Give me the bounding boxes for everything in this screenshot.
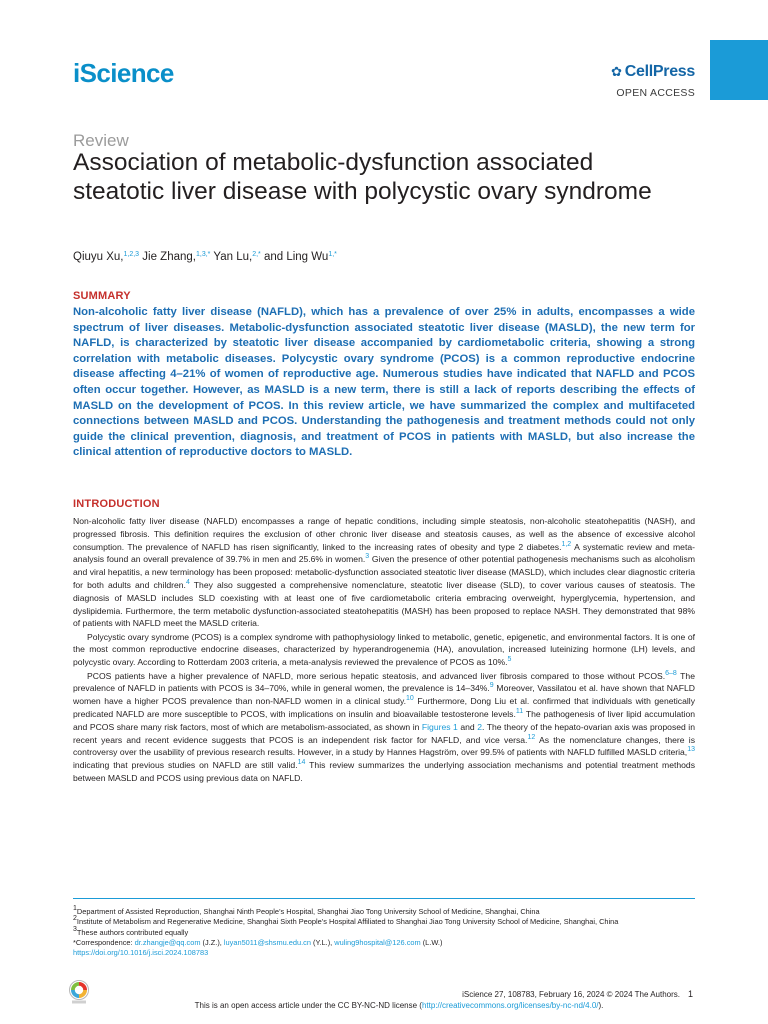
paragraph-text: They also suggested a comprehensive nomenclature, steatotic liver disease (SLD), to cover various causes of steatosis. The diagnosis of MASLD includes SLD coexisting with at least one of five cardiometabolic criteria embracing overweight, hyperglycemia, hypertension, and dyslipidemia. Furthermore, the term metabolic dysfunction-associated steatohepatitis (MASH) has been proposed to replace NASH. They demonstrated that 98% of patients with NAFLD meet the MASLD criteria. <box>73 579 695 629</box>
figure-link[interactable]: 2 <box>477 721 482 732</box>
email-initials: (Y.L.), <box>310 937 335 947</box>
journal-logo: iScience <box>73 58 174 88</box>
footnote-divider <box>73 898 695 899</box>
license-note <box>100 1001 698 1010</box>
article-type: Review <box>73 131 129 150</box>
affiliation-note <box>73 907 703 917</box>
citation-ref[interactable]: 11 <box>515 707 524 715</box>
author-list <box>73 251 693 263</box>
paragraph-text: PCOS patients have a higher prevalence of NAFLD, more serious hepatic steatosis, and advanced liver fibrosis compared to those without PCOS. <box>87 670 666 681</box>
paragraph-text: and <box>457 721 478 732</box>
citation-ref[interactable]: 10 <box>406 695 414 703</box>
author-affiliation-ref[interactable]: 1,2,3 <box>123 251 140 258</box>
affiliation-note <box>73 925 703 938</box>
author-affiliation-ref[interactable]: 1,3,* <box>195 251 211 258</box>
citation-ref[interactable]: 4 <box>185 578 190 586</box>
citation-ref[interactable]: 3 <box>365 553 370 561</box>
paragraph-text: Furthermore, Dong Liu et al. confirmed that individuals with genetically predicated NAFLD are more susceptible to PCOS, with implications on insulin and bioavailable testosterone levels. <box>73 696 695 719</box>
cellpress-logo-icon: ✿ <box>611 64 622 79</box>
summary-text: Non-alcoholic fatty liver disease (NAFLD), which has a prevalence of over 25% in adults, encompasses a wide spectrum of liver diseases. Metabolic-dysfunction associated steatotic liver disease (MASLD), the new term for NAFLD, is characterized by steatotic liver disease accompanied by cardiometabolic criteria, showing a strong correlation with metabolic diseases. Polycystic ovary syndrome (PCOS) is a common reproductive endocrine disease affecting 4–21% of women of reproductive age. Numerous studies have indicated that NAFLD and PCOS often occur together. However, as MASLD is a new term, there is still a lack of reports describing the effects of MASLD on the development of PCOS. In this review article, we have summarized the complex and multifaceted connections between MASLD and PCOS. Understanding the pathogenesis and treatment methods could not only guide the clinical prevention, diagnosis, and treatment of PCOS in patients with MASLD, but also increase the clinical attention of reproductive doctors to MASLD. <box>73 306 695 459</box>
citation-ref[interactable]: 13 <box>687 746 695 754</box>
paragraph <box>73 515 695 630</box>
paragraph-text: The prevalence of NAFLD in patients with PCOS is 34–70%, while in general women, the prevalence is 14–34%. <box>73 670 695 694</box>
citation-ref[interactable]: 5 <box>507 656 512 664</box>
email-link[interactable]: luyan5011@shsmu.edu.cn <box>223 937 311 947</box>
paragraph-text: The pathogenesis of liver lipid accumulation and PCOS share many risk factors, most of which are metabolism-associated, as shown in <box>73 708 695 732</box>
corner-color-block <box>710 40 768 100</box>
paragraph-text: Moreover, Vassilatou et al. have shown that NAFLD women have a higher PCOS prevalence than non-NAFLD women in a clinical study. <box>73 683 695 707</box>
footnotes <box>73 907 703 958</box>
publisher-name: CellPress <box>624 63 695 80</box>
email-initials: (J.Z.), <box>200 937 224 947</box>
license-link[interactable]: http://creativecommons.org/licenses/by-nc-nd/4.0/ <box>421 1001 599 1010</box>
figure-link[interactable]: Figures 1 <box>421 721 458 732</box>
introduction-heading: INTRODUCTION <box>73 498 160 510</box>
paragraph-text: Given the presence of other potential pathogenesis mechanisms such as alcoholism and viral hepatitis, a new terminology has been proposed: metabolic-dysfunction associated steatotic liver disease (MASLD), which includes clear diagnostic criteria for both adults and children. <box>73 554 695 590</box>
paragraph-text: This review summarizes the underlying association mechanisms and potential treatment methods between MASLD and PCOS using previous data on NAFLD. <box>73 760 695 783</box>
author-affiliation-ref[interactable]: 2,* <box>252 251 261 258</box>
citation-ref[interactable]: 14 <box>297 759 306 767</box>
author-name: Yan Lu, <box>213 251 253 263</box>
paragraph <box>73 670 695 785</box>
paragraph-text: As the nomenclature changes, there is controversy over the usability of previous research results. However, in a study by Hannes Hagström, over 99.5% of patients with NAFLD fulfilled MASLD criteria, <box>73 734 695 758</box>
paragraph-text: Non-alcoholic fatty liver disease (NAFLD) encompasses a range of hepatic conditions, including simple steatosis, non-alcoholic steatohepatitis (NASH), and progressed fibrosis. This definition requires the exclusion of other chronic liver disease and steatosis causes, as well as the absence of excessive alcohol consumption. The prevalence of NAFLD has risen significantly, linked to the increasing rates of obesity and type 2 diabetes. <box>73 516 695 552</box>
author-name: Jie Zhang, <box>142 251 196 263</box>
paragraph <box>73 631 695 669</box>
affiliation-text: These authors contributed equally <box>76 927 189 937</box>
correspondence-label: *Correspondence: <box>73 937 135 947</box>
open-access-label: OPEN ACCESS <box>616 87 695 99</box>
citation-ref[interactable]: 12 <box>527 733 536 741</box>
author-name: Qiuyu Xu, <box>73 251 124 263</box>
paragraph-text: indicating that previous studies on NAFLD are still valid. <box>73 760 298 771</box>
affiliation-text: Department of Assisted Reproduction, Shanghai Ninth People’s Hospital, Shanghai Jiao Tong University School of Medicine, Shanghai, China <box>76 907 540 916</box>
license-text: ). <box>598 1001 604 1010</box>
doi-link[interactable]: https://doi.org/10.1016/j.isci.2024.108783 <box>73 948 209 958</box>
publisher-logo <box>580 63 695 81</box>
affiliation-number: 2 <box>73 915 77 923</box>
footer-citation: iScience 27, 108783, February 16, 2024 © 2024 The Authors. <box>462 990 680 999</box>
affiliation-note <box>73 917 703 927</box>
summary-heading: SUMMARY <box>73 290 131 302</box>
author-name: and Ling Wu <box>263 251 329 263</box>
paragraph-text: . The theory of the hepato-ovarian axis was proposed in recent years and recent evidence suggests that PCOS is an independent risk factor for NAFLD, and vice versa. <box>73 721 695 745</box>
affiliation-number: 1 <box>73 905 77 912</box>
citation-ref[interactable]: 1,2 <box>561 540 572 548</box>
author-affiliation-ref[interactable]: 1,* <box>328 251 337 258</box>
correspondence-note <box>73 938 703 948</box>
crossmark-icon[interactable] <box>68 979 90 1005</box>
page-number: 1 <box>688 989 694 999</box>
paragraph-text: Polycystic ovary syndrome (PCOS) is a complex syndrome with pathophysiology linked to metabolic, genetic, epigenetic, and environmental factors. It is one of the most common reproductive endocrine diseases, characterized by hyperandrogenemia (HA), anovulation, increased luteinizing hormone (LH) levels, and polycystic ovary. According to Rotterdam 2003 criteria, a meta-analysis reviewed the prevalence of PCOS as 10%. <box>73 631 695 668</box>
license-text: This is an open access article under the CC BY-NC-ND license ( <box>194 1001 422 1010</box>
affiliation-text: Institute of Metabolism and Regenerative Medicine, Shanghai Sixth People’s Hospital Affiliated to Shanghai Jiao Tong University School of Medicine, Shanghai, China <box>76 917 619 927</box>
affiliation-number: 3 <box>73 925 77 933</box>
article-title: Association of metabolic-dysfunction associated steatotic liver disease with polycystic ovary syndrome <box>73 149 652 205</box>
paragraph-text: A systematic review and meta-analysis found an overall prevalence of 39.7% in men and 25.6% in women. <box>73 541 695 565</box>
citation-ref[interactable]: 9 <box>489 682 494 690</box>
citation-ref[interactable]: 6–8 <box>665 669 677 677</box>
email-link[interactable]: wuling9hospital@126.com <box>334 937 421 947</box>
email-initials: (L.W.) <box>420 937 443 947</box>
email-link[interactable]: dr.zhangje@qq.com <box>134 937 201 947</box>
introduction-body <box>73 515 695 785</box>
